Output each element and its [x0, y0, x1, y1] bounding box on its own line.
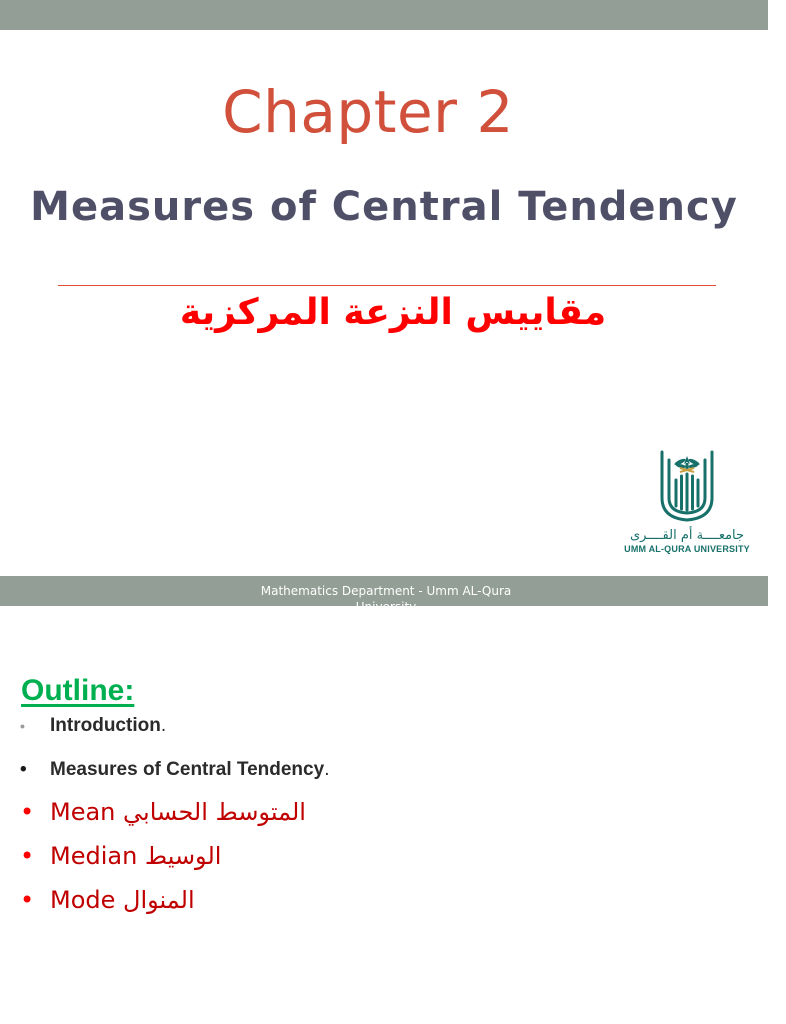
list-item-text: Median الوسيط — [50, 842, 222, 870]
footer-bar — [0, 576, 768, 614]
list-item-text: Mode المنوال — [50, 886, 195, 914]
arabic-title: مقاييس النزعة المركزية — [179, 292, 607, 333]
top-bar — [0, 0, 768, 30]
list-item-text: Introduction — [50, 715, 161, 736]
outline-heading: Outline: — [21, 674, 135, 707]
title-divider — [58, 285, 716, 286]
list-item-text: Measures of Central Tendency — [50, 759, 325, 780]
footer-text: Mathematics Department - Umm AL-Qura University — [260, 584, 512, 614]
bullet-icon: • — [20, 759, 27, 780]
bullet-icon: • — [20, 886, 35, 914]
logo-english-name: UMM AL-QURA UNIVERSITY — [624, 544, 750, 554]
bullet-icon: • — [20, 798, 35, 826]
logo-arabic-name: جامعــــة أم القــــرى — [629, 528, 745, 543]
list-item-text: Mean المتوسط الحسابي — [50, 798, 306, 826]
list-item-suffix: . — [324, 759, 330, 780]
bullet-icon: • — [20, 718, 25, 734]
list-item-suffix: . — [160, 715, 167, 736]
university-logo — [622, 446, 752, 558]
university-emblem-icon — [622, 446, 752, 526]
slide-subtitle: Measures of Central Tendency — [30, 184, 738, 230]
bullet-icon: • — [20, 842, 35, 870]
chapter-title: Chapter 2 — [222, 78, 514, 146]
